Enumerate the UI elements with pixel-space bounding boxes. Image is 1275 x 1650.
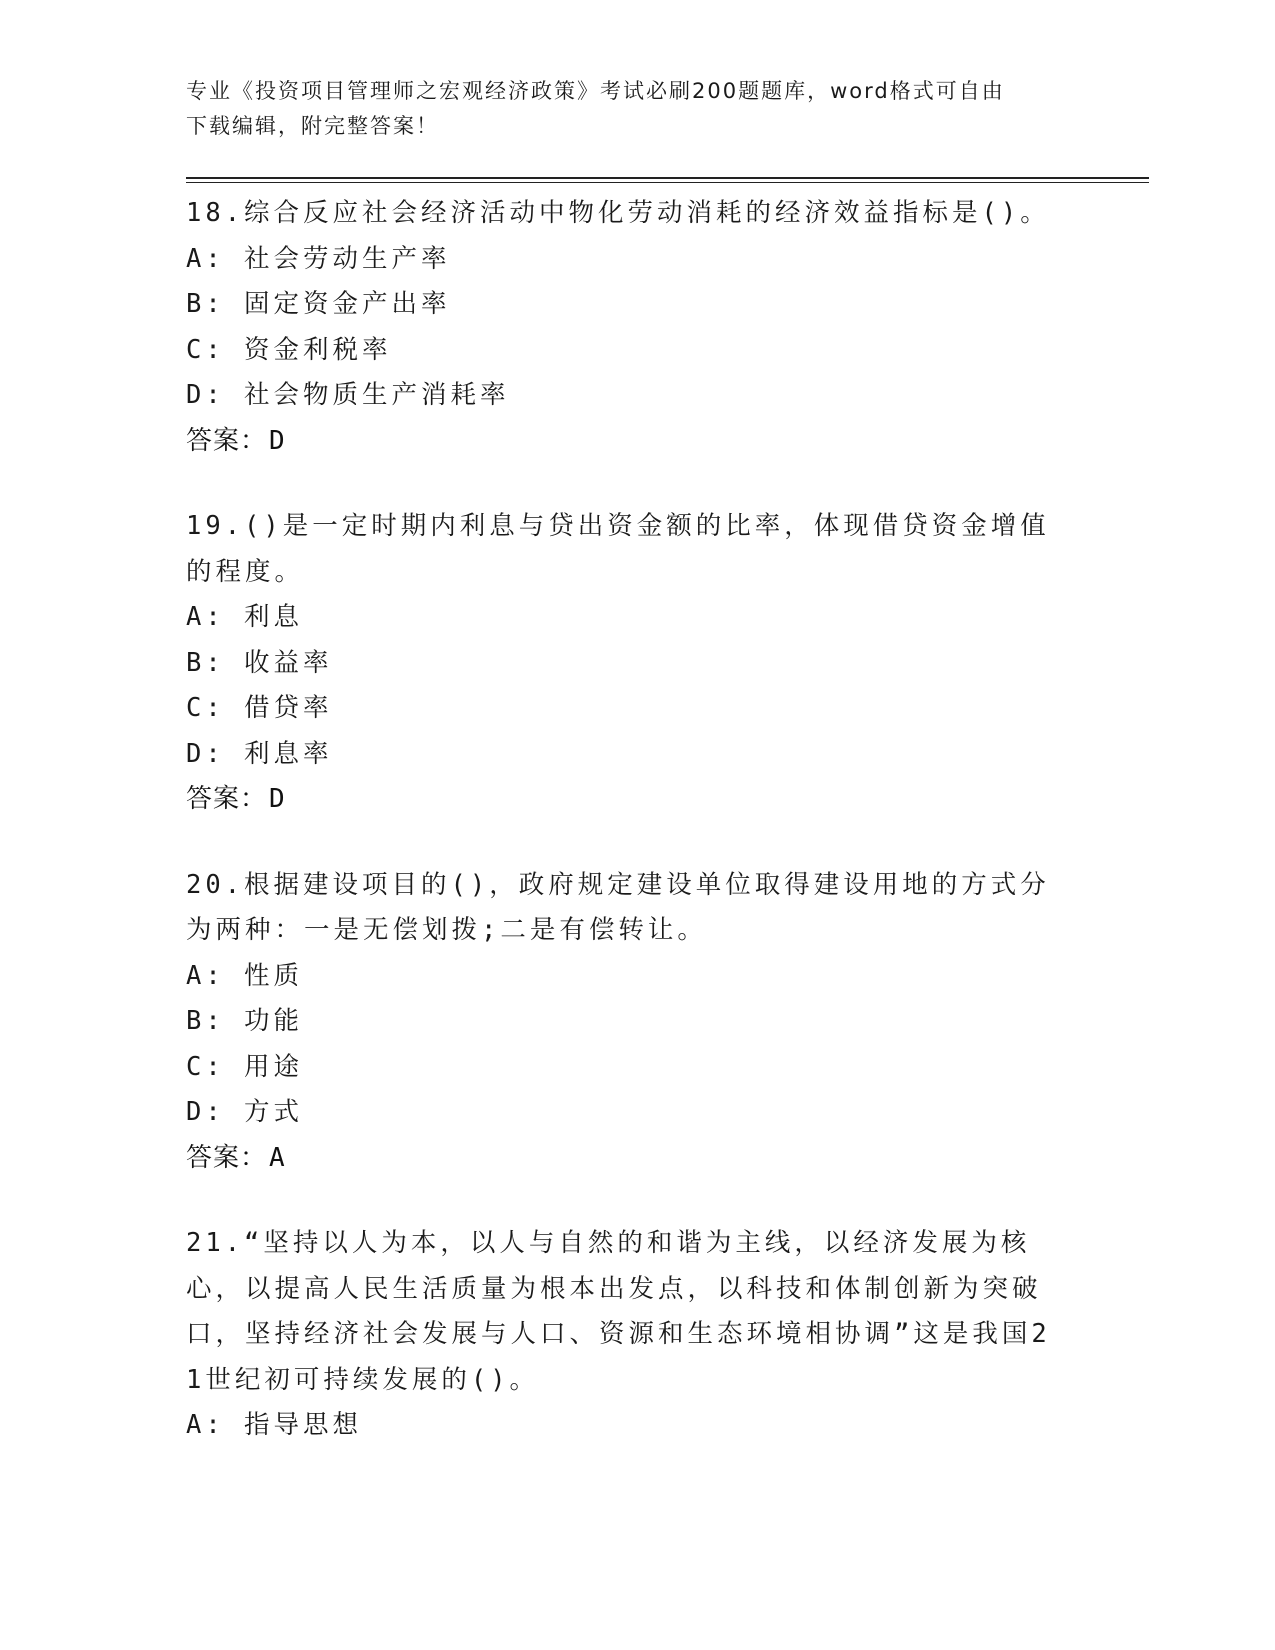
answer-label: 答案： (186, 784, 268, 814)
answer-line (186, 1136, 1086, 1182)
question-20 (186, 863, 1086, 1182)
question-21 (186, 1221, 1086, 1449)
header-divider-thin (186, 182, 1149, 183)
question-19 (186, 504, 1086, 823)
answer-value: D (269, 784, 286, 814)
option-d: D: 利息率 (186, 738, 333, 769)
option-a: A: 性质 (186, 960, 304, 991)
option-a: A: 社会劳动生产率 (186, 243, 451, 274)
question-stem: 20.根据建设项目的()，政府规定建设单位取得建设用地的方式分为两种：一是无偿划拨;二是有偿转让。 (186, 869, 1050, 945)
option-b: B: 功能 (186, 1006, 304, 1036)
answer-label: 答案： (186, 425, 268, 456)
question-stem: 19.()是一定时期内利息与贷出资金额的比率，体现借贷资金增值的程度。 (186, 511, 1050, 587)
question-stem: 21.“坚持以人为本，以人与自然的和谐为主线，以经济发展为核心，以提高人民生活质量为根本出发点，以科技和体制创新为突破口，坚持经济社会发展与人口、资源和生态环境相协调”这是我国21世纪初可持续发展的()。 (186, 1228, 1051, 1395)
answer-value: A (269, 1142, 286, 1173)
option-c: C: 用途 (186, 1051, 304, 1082)
option-c: C: 借贷率 (186, 693, 333, 723)
option-b: B: 固定资金产出率 (186, 289, 451, 319)
question-18 (186, 191, 1086, 464)
question-stem: 18.综合反应社会经济活动中物化劳动消耗的经济效益指标是()。 (186, 198, 1050, 228)
option-a: A: 利息 (186, 602, 304, 632)
answer-label: 答案： (186, 1142, 268, 1173)
header-line-1: 专业《投资项目管理师之宏观经济政策》考试必刷200题题库，word格式可自由 (186, 79, 1005, 103)
answer-line (186, 777, 1086, 823)
document-header (186, 74, 1076, 144)
option-d: D: 方式 (186, 1097, 304, 1127)
header-divider-thick (186, 177, 1149, 179)
option-a: A: 指导思想 (186, 1410, 363, 1440)
header-line-2: 下载编辑，附完整答案！ (186, 114, 439, 138)
option-c: C: 资金利税率 (186, 334, 392, 365)
option-b: B: 收益率 (186, 647, 333, 678)
answer-value: D (269, 425, 286, 456)
answer-line (186, 419, 1086, 465)
option-d: D: 社会物质生产消耗率 (186, 380, 510, 410)
question-list (186, 191, 1086, 1469)
